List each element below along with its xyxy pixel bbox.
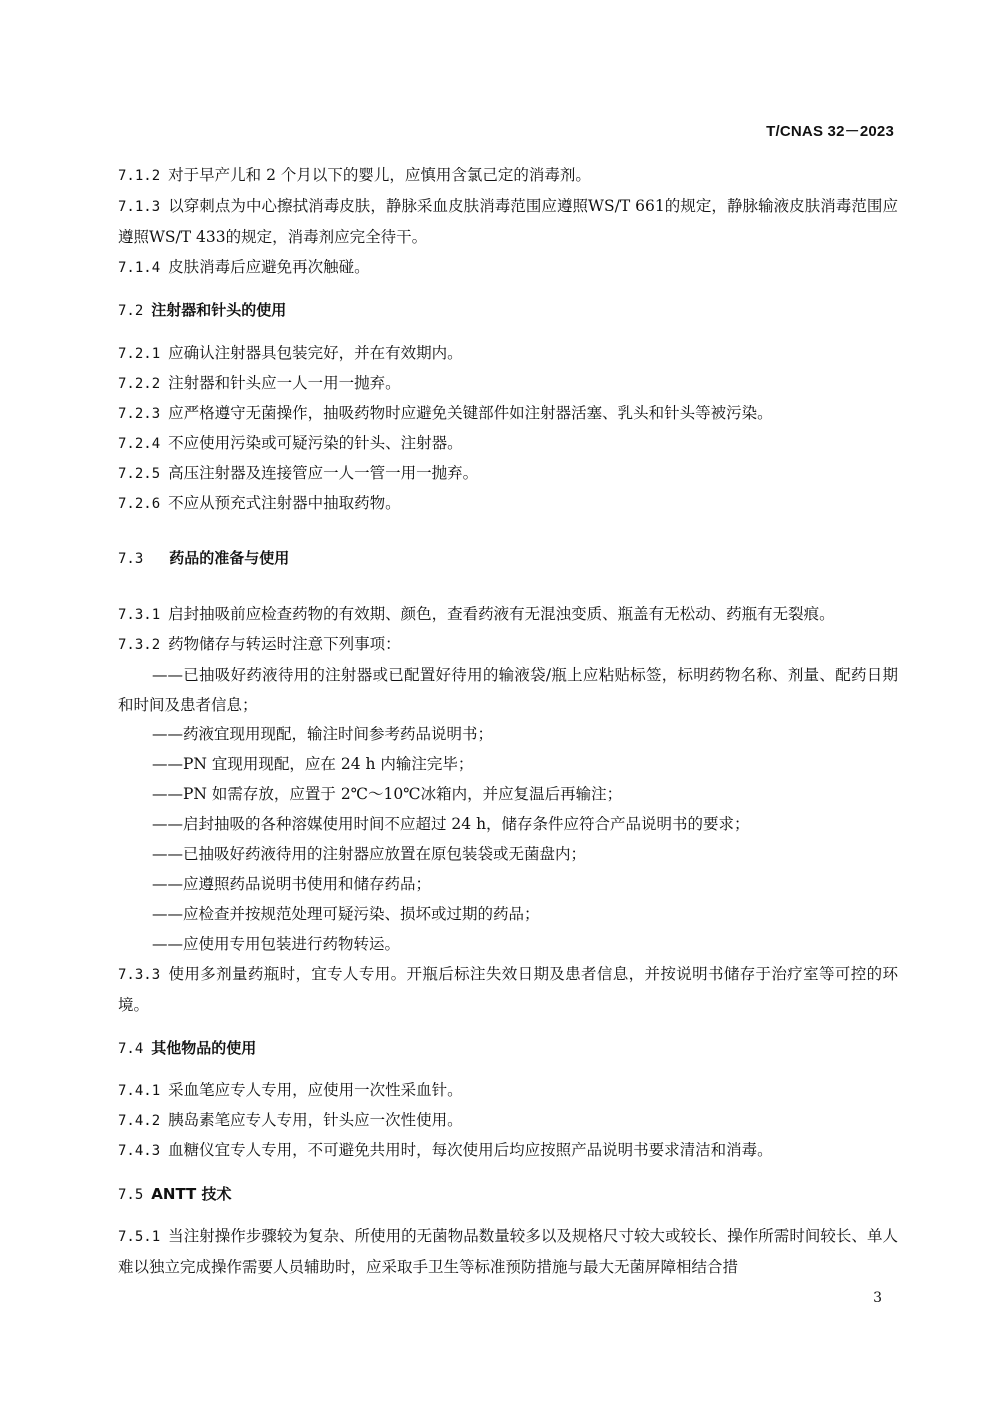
list-item: ——启封抽吸的各种溶媒使用时间不应超过 24 h，储存条件应符合产品说明书的要求； [152, 815, 750, 833]
clause-7-5-1 [118, 1221, 898, 1282]
clause-7-2-4 [118, 428, 898, 459]
list-item: ——应遵照药品说明书使用和储存药品； [152, 875, 432, 893]
clause-7-1-3 [118, 191, 898, 252]
clause-number: 7.4.3 [118, 1143, 161, 1159]
clause-7-4-2 [118, 1105, 898, 1136]
clause-7-2-2 [118, 368, 898, 399]
clause-7-1-4 [118, 252, 898, 283]
clause-number: 7.4.2 [118, 1113, 161, 1129]
clause-number: 7.2.3 [118, 406, 161, 422]
clause-7-2-5 [118, 458, 898, 489]
page-number: 3 [873, 1290, 882, 1306]
clause-number: 7.2.5 [118, 466, 161, 482]
clause-text: 不应从预充式注射器中抽取药物。 [168, 494, 401, 512]
clause-number: 7.3.2 [118, 637, 161, 653]
clause-number: 7.1.4 [118, 260, 161, 276]
list-item: ——应使用专用包装进行药物转运。 [152, 935, 401, 953]
clause-number: 7.5.1 [118, 1229, 161, 1245]
clause-text: 对于早产儿和 2 个月以下的婴儿，应慎用含氯己定的消毒剂。 [168, 166, 591, 184]
section-number: 7.4 [118, 1041, 144, 1057]
clause-text: 以穿刺点为中心擦拭消毒皮肤，静脉采血皮肤消毒范围应遵照WS/T 661的规定，静脉输液皮肤消毒范围应遵照WS/T 433的规定，消毒剂应完全待干。 [118, 197, 898, 246]
clause-number: 7.1.3 [118, 199, 161, 215]
clause-text: 应严格遵守无菌操作，抽吸药物时应避免关键部件如注射器活塞、乳头和针头等被污染。 [168, 404, 773, 422]
clause-number: 7.2.2 [118, 376, 161, 392]
clause-7-3-3 [118, 959, 898, 1020]
clause-7-4-3 [118, 1135, 898, 1166]
list-item: ——PN 如需存放，应置于 2℃～10℃冰箱内，并应复温后再输注； [152, 785, 623, 803]
clause-text: 高压注射器及连接管应一人一管一用一抛弃。 [168, 464, 479, 482]
clause-number: 7.2.6 [118, 496, 161, 512]
list-item: ——已抽吸好药液待用的注射器或已配置好待用的输液袋/瓶上应粘贴标签，标明药物名称、剂量、配药日期和时间及患者信息； [118, 666, 898, 714]
clause-7-2-3 [118, 398, 898, 429]
clause-text: 胰岛素笔应专人专用，针头应一次性使用。 [168, 1111, 463, 1129]
section-number: 7.5 [118, 1187, 144, 1203]
list-item: ——已抽吸好药液待用的注射器应放置在原包装袋或无菌盘内； [152, 845, 587, 863]
clause-7-2-6 [118, 488, 898, 519]
clause-text: 血糖仪宜专人专用，不可避免共用时，每次使用后均应按照产品说明书要求清洁和消毒。 [168, 1141, 773, 1159]
section-title: ANTT 技术 [151, 1185, 232, 1203]
clause-7-3-1 [118, 599, 898, 630]
section-number: 7.2 [118, 303, 144, 319]
list-item: ——药液宜现用现配，输注时间参考药品说明书； [152, 725, 494, 743]
clause-text: 不应使用污染或可疑污染的针头、注射器。 [168, 434, 463, 452]
section-title: 其他物品的使用 [151, 1039, 257, 1057]
clause-text: 药物储存与转运时注意下列事项： [168, 635, 401, 653]
section-heading-7-5 [118, 1179, 898, 1210]
clause-text: 应确认注射器具包装完好，并在有效期内。 [168, 344, 463, 362]
section-heading-7-2 [118, 295, 898, 326]
clause-number: 7.1.2 [118, 168, 161, 184]
clause-7-2-1 [118, 338, 898, 369]
list-item: ——应检查并按规范处理可疑污染、损坏或过期的药品； [152, 905, 540, 923]
section-title: 注射器和针头的使用 [151, 301, 287, 319]
clause-7-1-2 [118, 160, 898, 191]
clause-text: 采血笔应专人专用，应使用一次性采血针。 [168, 1081, 463, 1099]
section-number: 7.3 [118, 551, 144, 567]
section-heading-7-3 [118, 543, 898, 574]
clause-text: 皮肤消毒后应避免再次触碰。 [168, 258, 370, 276]
clause-7-4-1 [118, 1075, 898, 1106]
clause-text: 注射器和针头应一人一用一抛弃。 [168, 374, 401, 392]
clause-text: 启封抽吸前应检查药物的有效期、颜色，查看药液有无混浊变质、瓶盖有无松动、药瓶有无裂痕。 [168, 605, 835, 623]
clause-7-3-2 [118, 629, 898, 660]
clause-text: 当注射操作步骤较为复杂、所使用的无菌物品数量较多以及规格尺寸较大或较长、操作所需时间较长、单人难以独立完成操作需要人员辅助时，应采取手卫生等标准预防措施与最大无菌屏障相结合措 [118, 1227, 898, 1276]
clause-number: 7.3.3 [118, 967, 161, 983]
standard-number: T/CNAS 32－2023 [766, 123, 894, 140]
clause-number: 7.3.1 [118, 607, 161, 623]
clause-text: 使用多剂量药瓶时，宜专人专用。开瓶后标注失效日期及患者信息，并按说明书储存于治疗室等可控的环境。 [118, 965, 898, 1014]
clause-number: 7.2.4 [118, 436, 161, 452]
section-title: 药品的准备与使用 [169, 549, 290, 567]
clause-number: 7.4.1 [118, 1083, 161, 1099]
section-heading-7-4 [118, 1033, 898, 1064]
list-item: ——PN 宜现用现配，应在 24 h 内输注完毕； [152, 755, 474, 773]
clause-number: 7.2.1 [118, 346, 161, 362]
